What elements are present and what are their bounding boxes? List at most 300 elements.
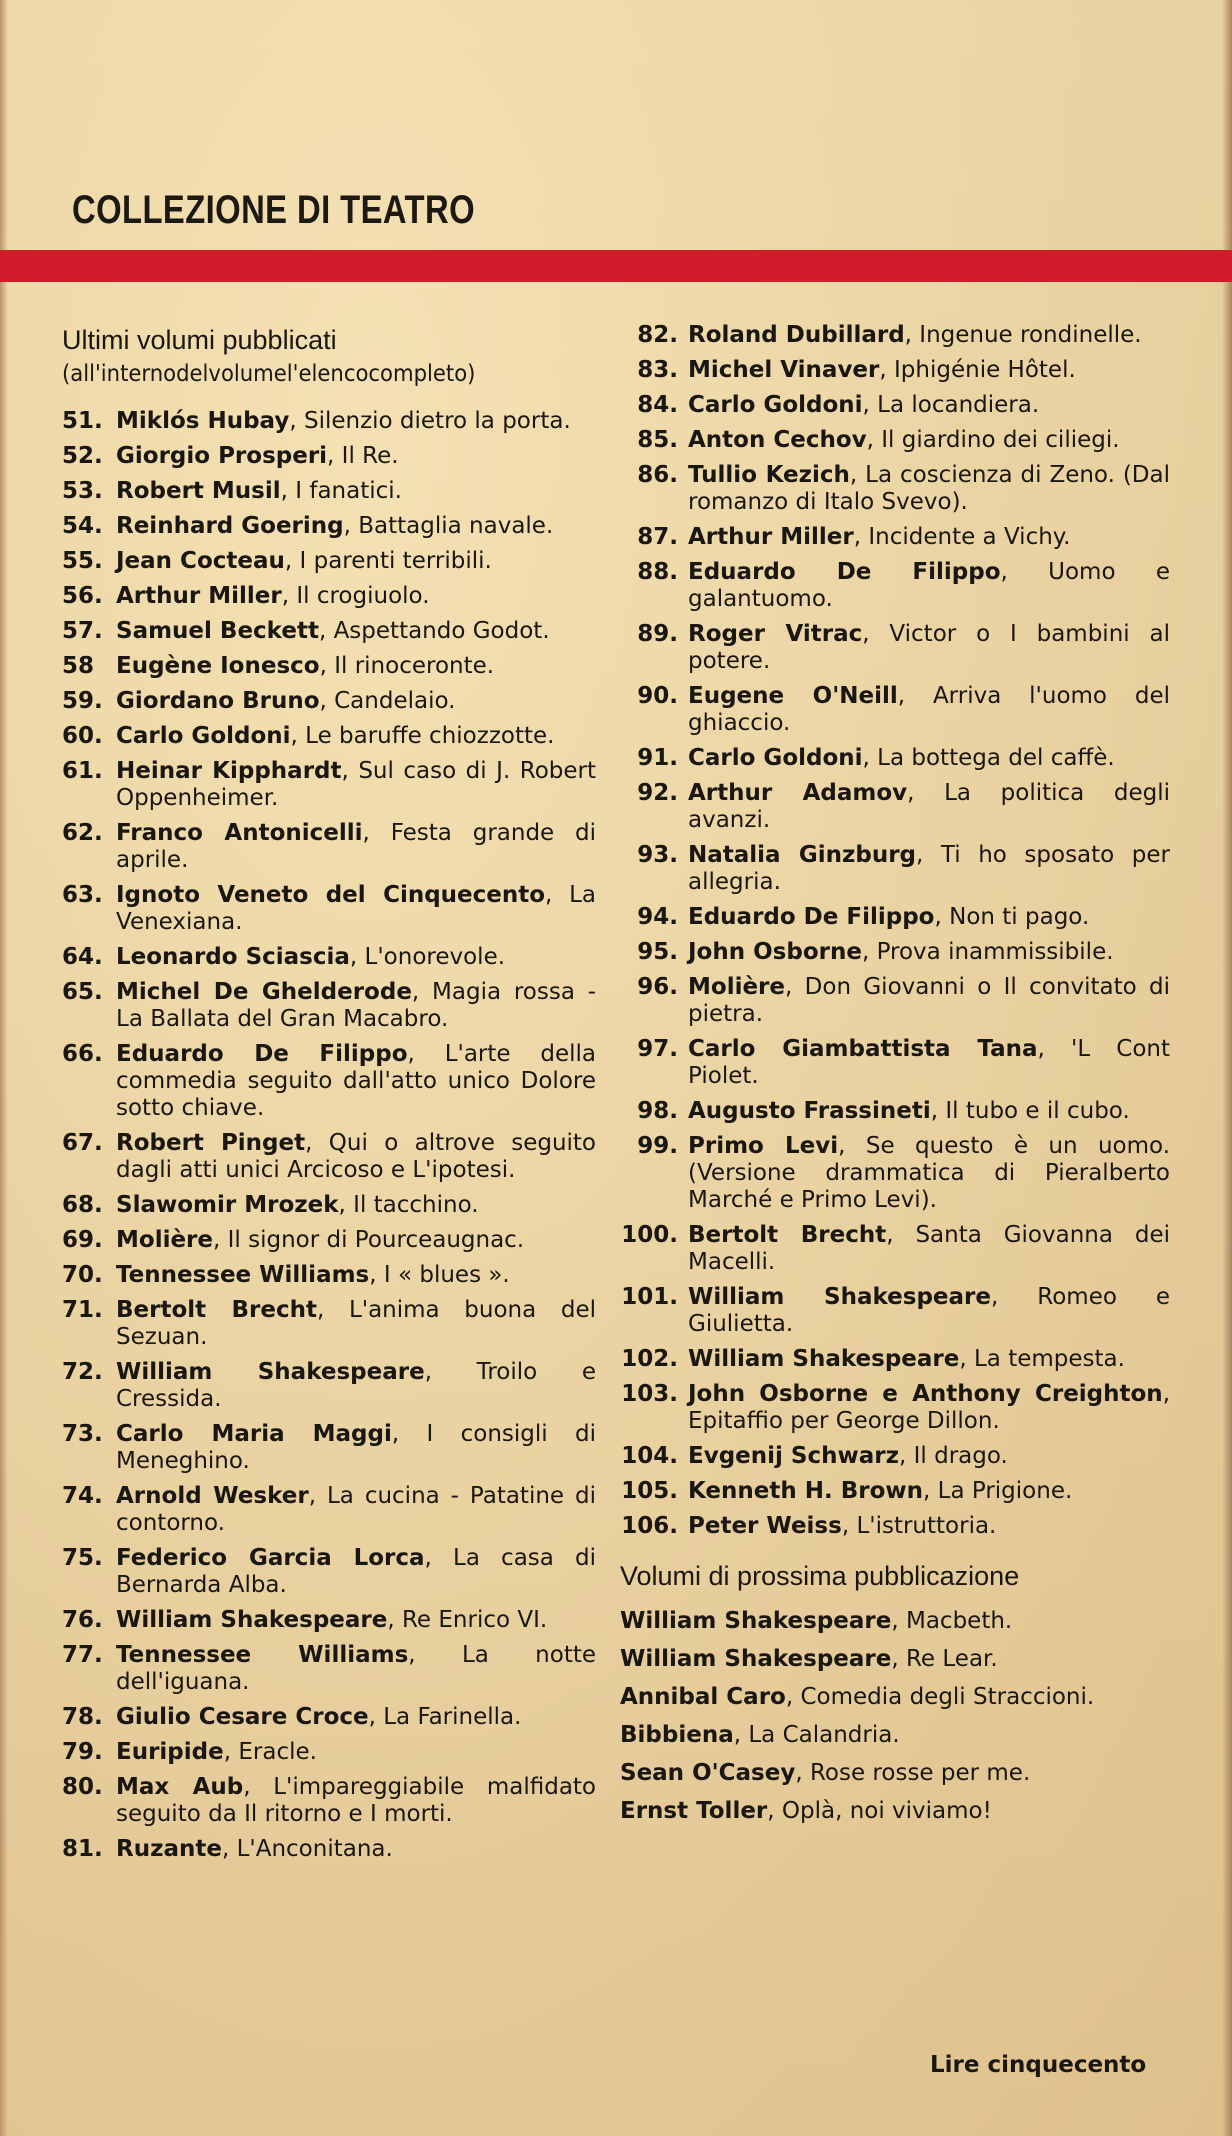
volume-text: Giorgio Prosperi, Il Re. (116, 443, 399, 469)
volume-author: Arthur Adamov (688, 780, 908, 806)
list-item (620, 462, 1170, 516)
volume-text: William Shakespeare, Troilo e Cressida. (116, 1359, 596, 1412)
volume-text: Molière, Don Giovanni o Il convitato di pietra. (688, 974, 1170, 1027)
volume-author: William Shakespeare (620, 1646, 892, 1672)
volume-author: Eduardo De Filippo (688, 559, 1001, 585)
volume-title: La casa di Bernarda Alba. (116, 1545, 597, 1598)
volume-text: Eduardo De Filippo, Uomo e galantuomo. (688, 559, 1170, 612)
volume-title: Candelaio. (334, 688, 456, 714)
volume-text: Tennessee Williams, I « blues ». (116, 1262, 510, 1288)
list-item (62, 1774, 596, 1828)
volume-author: Bibbiena (620, 1722, 734, 1748)
volume-title: L'onorevole. (364, 944, 506, 970)
volume-text: Tennessee Williams, La notte dell'iguana. (116, 1642, 597, 1695)
volume-number: 92. (637, 780, 678, 806)
volume-text: Primo Levi, Se questo è un uomo. (Versione drammatica di Pieralberto Marché e Primo Levi). (688, 1133, 1171, 1213)
volume-author: Michel De Ghelderode (116, 979, 412, 1005)
volume-text: Augusto Frassineti, Il tubo e il cubo. (688, 1098, 1130, 1124)
volume-title: L'impareggiabile malfidato seguito da Il ritorno e I morti. (116, 1774, 597, 1827)
volume-author: Tennessee Williams (116, 1262, 370, 1288)
volume-title: La Calandria. (748, 1722, 900, 1748)
list-item (62, 1297, 596, 1351)
volume-author: Tullio Kezich (688, 462, 850, 488)
volume-text: Peter Weiss, L'istruttoria. (688, 1513, 997, 1539)
list-item (62, 1483, 596, 1537)
list-item (620, 1133, 1170, 1214)
volume-number: 87. (637, 524, 678, 550)
cover-right-edge (1222, 0, 1232, 2136)
volume-text: Max Aub, L'impareggiabile malfidato seguito da Il ritorno e I morti. (116, 1774, 597, 1827)
volume-text: Tullio Kezich, La coscienza di Zeno. (Dal romanzo di Italo Svevo). (688, 462, 1170, 515)
volume-author: Arthur Miller (116, 583, 282, 609)
volume-text: Miklós Hubay, Silenzio dietro la porta. (116, 408, 571, 434)
volume-title: Macbeth. (905, 1608, 1013, 1634)
volume-number: 91. (637, 745, 678, 771)
volume-text: Heinar Kipphardt, Sul caso di J. Robert Oppenheimer. (116, 758, 596, 811)
list-item (620, 683, 1170, 737)
list-item (62, 1545, 596, 1599)
volume-text: Federico Garcia Lorca, La casa di Bernarda Alba. (116, 1545, 597, 1598)
volume-number: 76. (62, 1607, 103, 1633)
volume-title: Ingenue rondinelle. (919, 322, 1142, 348)
volume-title: Il signor di Pourceaugnac. (227, 1227, 525, 1253)
volume-number: 95. (637, 939, 678, 965)
volume-number: 88. (637, 559, 678, 585)
volume-text: Kenneth H. Brown, La Prigione. (688, 1478, 1073, 1504)
volume-title: L'istruttoria. (856, 1513, 997, 1539)
volume-title: La bottega del caffè. (877, 745, 1115, 771)
volume-text: Michel De Ghelderode, Magia rossa - La Ballata del Gran Macabro. (116, 979, 597, 1032)
volume-number: 78. (62, 1704, 103, 1730)
volume-author: William Shakespeare (688, 1284, 991, 1310)
list-item (620, 1478, 1170, 1505)
volume-title: La coscienza di Zeno. (Dal romanzo di Italo Svevo). (688, 462, 1170, 515)
volume-number: 97. (637, 1036, 678, 1062)
volume-number: 65. (62, 979, 103, 1005)
volume-text: Robert Pinget, Qui o altrove seguito dagli atti unici Arcicoso e L'ipotesi. (116, 1130, 597, 1183)
volume-author: William Shakespeare (116, 1359, 425, 1385)
published-heading: Ultimi volumi pubblicati (62, 325, 337, 355)
volume-title: Santa Giovanna dei Macelli. (688, 1222, 1170, 1275)
list-item (620, 524, 1170, 551)
volume-number: 82. (637, 322, 678, 348)
volume-text: Evgenij Schwarz, Il drago. (688, 1443, 1008, 1469)
volume-text: Eduardo De Filippo, L'arte della commedia seguito dall'atto unico Dolore sotto chiave. (116, 1041, 597, 1121)
volume-title: La Venexiana. (116, 882, 596, 935)
volume-number: 59. (62, 688, 103, 714)
list-item (620, 1513, 1170, 1540)
volume-number: 90. (637, 683, 678, 709)
volume-text: Carlo Goldoni, La bottega del caffè. (688, 745, 1115, 771)
volume-author: Max Aub (116, 1774, 244, 1800)
volume-author: John Osborne (688, 939, 862, 965)
list-item (62, 1704, 596, 1731)
forthcoming-list (620, 1608, 1170, 1825)
red-band-divider (0, 250, 1232, 282)
volume-author: Kenneth H. Brown (688, 1478, 924, 1504)
volume-number: 52. (62, 443, 103, 469)
volume-author: Eugène Ionesco (116, 653, 320, 679)
list-item (620, 974, 1170, 1028)
volume-number: 53. (62, 478, 103, 504)
volume-author: Augusto Frassineti (688, 1098, 931, 1124)
volume-number: 81. (62, 1836, 103, 1862)
volume-number: 86. (637, 462, 678, 488)
volume-text: Jean Cocteau, I parenti terribili. (116, 548, 492, 574)
volume-text: Ernst Toller, Oplà, noi viviamo! (620, 1798, 992, 1824)
volume-number: 100. (621, 1222, 678, 1248)
volume-number: 98. (637, 1098, 678, 1124)
volume-author: Roland Dubillard (688, 322, 905, 348)
volume-author: Annibal Caro (620, 1684, 786, 1710)
volume-title: Ti ho sposato per allegria. (688, 842, 1171, 895)
volume-number: 73. (62, 1421, 103, 1447)
volume-title: I fanatici. (295, 478, 402, 504)
volume-author: Eugene O'Neill (688, 683, 898, 709)
list-item (62, 1739, 596, 1766)
volume-author: Carlo Maria Maggi (116, 1421, 392, 1447)
list-item (620, 1760, 1170, 1787)
list-item (620, 1684, 1170, 1711)
list-item (620, 745, 1170, 772)
volume-number: 105. (621, 1478, 678, 1504)
volume-number: 75. (62, 1545, 103, 1571)
volume-title: L'Anconitana. (236, 1836, 393, 1862)
volume-number: 71. (62, 1297, 103, 1323)
volume-title: Arriva l'uomo del ghiaccio. (688, 683, 1170, 736)
volume-text: Roger Vitrac, Victor o I bambini al potere. (688, 621, 1171, 674)
volume-author: Arthur Miller (688, 524, 854, 550)
volume-author: Carlo Giambattista Tana (688, 1036, 1038, 1062)
volume-text: Arthur Miller, Incidente a Vichy. (688, 524, 1071, 550)
list-item (620, 1346, 1170, 1373)
volume-number: 96. (637, 974, 678, 1000)
volume-text: Annibal Caro, Comedia degli Straccioni. (620, 1684, 1095, 1710)
volume-title: La Prigione. (937, 1478, 1073, 1504)
volume-author: Franco Antonicelli (116, 820, 363, 846)
volume-text: Euripide, Eracle. (116, 1739, 317, 1765)
volume-author: William Shakespeare (620, 1608, 892, 1634)
volume-title: Epitaffio per George Dillon. (688, 1408, 1000, 1434)
published-list-left (62, 408, 596, 1863)
volume-author: Anton Cechov (688, 427, 867, 453)
volume-author: Euripide (116, 1739, 224, 1765)
volume-author: Samuel Beckett (116, 618, 319, 644)
volume-text: Bertolt Brecht, Santa Giovanna dei Macelli. (688, 1222, 1170, 1275)
volume-number: 77. (62, 1642, 103, 1668)
volume-title: Sul caso di J. Robert Oppenheimer. (116, 758, 596, 811)
list-item (620, 427, 1170, 454)
list-item (62, 443, 596, 470)
volume-text: Arthur Adamov, La politica degli avanzi. (688, 780, 1171, 833)
published-column-right (620, 322, 1170, 1836)
volume-text: William Shakespeare, Re Enrico VI. (116, 1607, 548, 1633)
volume-number: 69. (62, 1227, 103, 1253)
volume-author: Jean Cocteau (116, 548, 285, 574)
volume-author: Bertolt Brecht (688, 1222, 887, 1248)
volume-author: Carlo Goldoni (688, 392, 863, 418)
volume-number: 54. (62, 513, 103, 539)
volume-text: Giordano Bruno, Candelaio. (116, 688, 456, 714)
volume-title: Battaglia navale. (358, 513, 554, 539)
volume-author: Carlo Goldoni (116, 723, 291, 749)
volume-author: Ruzante (116, 1836, 222, 1862)
volume-author: Evgenij Schwarz (688, 1443, 899, 1469)
volume-title: Il Re. (341, 443, 399, 469)
list-item (62, 1227, 596, 1254)
volume-author: Miklós Hubay (116, 408, 290, 434)
volume-text: William Shakespeare, La tempesta. (688, 1346, 1125, 1372)
list-item (62, 1642, 596, 1696)
volume-author: Giordano Bruno (116, 688, 320, 714)
volume-title: Prova inammissibile. (876, 939, 1114, 965)
volume-title: I « blues ». (383, 1262, 510, 1288)
volume-text: Franco Antonicelli, Festa grande di aprile. (116, 820, 597, 873)
list-item (62, 979, 596, 1033)
list-item (620, 780, 1170, 834)
list-item (62, 548, 596, 575)
list-item (62, 1262, 596, 1289)
volume-title: Silenzio dietro la porta. (303, 408, 571, 434)
volume-title: I parenti terribili. (299, 548, 492, 574)
volume-number: 83. (637, 357, 678, 383)
volume-title: Il rinoceronte. (334, 653, 495, 679)
volume-text: Arnold Wesker, La cucina - Patatine di contorno. (116, 1483, 596, 1536)
volume-number: 66. (62, 1041, 103, 1067)
volume-number: 61. (62, 758, 103, 784)
volume-author: Ignoto Veneto del Cinquecento (116, 882, 546, 908)
list-item (62, 1130, 596, 1184)
volume-title: Aspettando Godot. (333, 618, 550, 644)
volume-author: Molière (116, 1227, 213, 1253)
volume-title: La notte dell'iguana. (116, 1642, 597, 1695)
volume-text: Eugene O'Neill, Arriva l'uomo del ghiaccio. (688, 683, 1170, 736)
volume-text: John Osborne e Anthony Creighton, Epitaffio per George Dillon. (688, 1381, 1170, 1434)
volume-number: 89. (637, 621, 678, 647)
volume-title: Romeo e Giulietta. (688, 1284, 1171, 1337)
volume-text: Ruzante, L'Anconitana. (116, 1836, 393, 1862)
volume-text: Samuel Beckett, Aspettando Godot. (116, 618, 550, 644)
volume-author: Natalia Ginzburg (688, 842, 917, 868)
volume-author: Heinar Kipphardt (116, 758, 342, 784)
volume-author: Reinhard Goering (116, 513, 344, 539)
volume-title: Re Lear. (905, 1646, 998, 1672)
volume-text: Carlo Maria Maggi, I consigli di Meneghino. (116, 1421, 596, 1474)
published-list-right (620, 322, 1170, 1540)
volume-number: 60. (62, 723, 103, 749)
volume-author: Molière (688, 974, 785, 1000)
volume-author: Carlo Goldoni (688, 745, 863, 771)
volume-author: Sean O'Casey (620, 1760, 796, 1786)
volume-number: 64. (62, 944, 103, 970)
cover-left-edge (0, 0, 8, 2136)
volume-author: Giulio Cesare Croce (116, 1704, 369, 1730)
list-item (620, 1284, 1170, 1338)
volume-text: Giulio Cesare Croce, La Farinella. (116, 1704, 522, 1730)
volume-title: Comedia degli Straccioni. (800, 1684, 1095, 1710)
volume-author: William Shakespeare (688, 1346, 960, 1372)
volume-title: La tempesta. (973, 1346, 1125, 1372)
volume-number: 70. (62, 1262, 103, 1288)
collection-title: COLLEZIONE DI TEATRO (72, 188, 476, 232)
volume-number: 72. (62, 1359, 103, 1385)
volume-title: Festa grande di aprile. (116, 820, 597, 873)
volume-title: La cucina - Patatine di contorno. (116, 1483, 596, 1536)
volume-number: 103. (621, 1381, 678, 1407)
volume-author: Giorgio Prosperi (116, 443, 328, 469)
volume-text: Ignoto Veneto del Cinquecento, La Venexiana. (116, 882, 596, 935)
volume-title: Il tubo e il cubo. (945, 1098, 1130, 1124)
volume-text: Sean O'Casey, Rose rosse per me. (620, 1760, 1031, 1786)
volume-text: Eduardo De Filippo, Non ti pago. (688, 904, 1090, 930)
volume-number: 106. (621, 1513, 678, 1539)
list-item (620, 392, 1170, 419)
volume-title: I consigli di Meneghino. (116, 1421, 596, 1474)
volume-number: 84. (637, 392, 678, 418)
volume-title: Il tacchino. (353, 1192, 479, 1218)
list-item (620, 1443, 1170, 1470)
volume-text: Bertolt Brecht, L'anima buona del Sezuan. (116, 1297, 596, 1350)
volume-number: 93. (637, 842, 678, 868)
volume-author: Peter Weiss (688, 1513, 842, 1539)
list-item (62, 1192, 596, 1219)
list-item (62, 618, 596, 645)
volume-number: 102. (621, 1346, 678, 1372)
volume-author: Michel Vinaver (688, 357, 880, 383)
volume-text: William Shakespeare, Romeo e Giulietta. (688, 1284, 1171, 1337)
list-item (62, 1359, 596, 1413)
volume-text: Robert Musil, I fanatici. (116, 478, 402, 504)
forthcoming-section (620, 1558, 1170, 1825)
volume-title: Il giardino dei ciliegi. (881, 427, 1120, 453)
volume-author: Slawomir Mrozek (116, 1192, 339, 1218)
list-item (620, 1608, 1170, 1635)
volume-title: Eracle. (238, 1739, 317, 1765)
volume-author: Primo Levi (688, 1133, 839, 1159)
volume-author: Eduardo De Filippo (116, 1041, 408, 1067)
volume-text: Molière, Il signor di Pourceaugnac. (116, 1227, 525, 1253)
volume-number: 63. (62, 882, 103, 908)
list-item (62, 513, 596, 540)
volume-number: 51. (62, 408, 103, 434)
volume-text: Eugène Ionesco, Il rinoceronte. (116, 653, 495, 679)
list-item (620, 1722, 1170, 1749)
list-item (620, 939, 1170, 966)
volume-text: Arthur Miller, Il crogiuolo. (116, 583, 430, 609)
list-item (62, 758, 596, 812)
list-item (620, 621, 1170, 675)
volume-number: 58 (62, 653, 95, 679)
volume-title: La Farinella. (383, 1704, 522, 1730)
list-item (62, 944, 596, 971)
volume-title: Il drago. (913, 1443, 1008, 1469)
volume-number: 80. (62, 1774, 103, 1800)
list-item (620, 357, 1170, 384)
volume-author: Ernst Toller (620, 1798, 768, 1824)
list-item (62, 882, 596, 936)
list-item (62, 820, 596, 874)
volume-number: 68. (62, 1192, 103, 1218)
list-item (620, 842, 1170, 896)
list-item (62, 688, 596, 715)
volume-number: 85. (637, 427, 678, 453)
list-item (620, 1098, 1170, 1125)
volume-title: Magia rossa - La Ballata del Gran Macabro. (116, 979, 597, 1032)
volume-author: Tennessee Williams (116, 1642, 409, 1668)
list-item (620, 904, 1170, 931)
list-item (62, 478, 596, 505)
list-item (620, 1646, 1170, 1673)
volume-number: 101. (621, 1284, 678, 1310)
volume-number: 57. (62, 618, 103, 644)
published-column-left (62, 322, 596, 1871)
volume-number: 99. (637, 1133, 678, 1159)
volume-number: 55. (62, 548, 103, 574)
volume-author: Arnold Wesker (116, 1483, 309, 1509)
volume-author: Roger Vitrac (688, 621, 863, 647)
list-item (620, 1798, 1170, 1825)
volume-title: Le baruffe chiozzotte. (305, 723, 555, 749)
list-item (62, 653, 596, 680)
volume-title: Iphigénie Hôtel. (894, 357, 1076, 383)
volume-title: Don Giovanni o Il convitato di pietra. (688, 974, 1170, 1027)
volume-title: L'arte della commedia seguito dall'atto unico Dolore sotto chiave. (116, 1041, 597, 1121)
published-note: (all'internodelvolumel'elencocompleto) (62, 361, 476, 387)
volume-title: La locandiera. (877, 392, 1040, 418)
list-item (620, 1036, 1170, 1090)
volume-title: Victor o I bambini al potere. (688, 621, 1171, 674)
forthcoming-heading: Volumi di prossima pubblicazione (620, 1561, 1020, 1591)
volume-number: 104. (621, 1443, 678, 1469)
volume-author: John Osborne e Anthony Creighton (688, 1381, 1163, 1407)
list-item (62, 583, 596, 610)
volume-title: La politica degli avanzi. (688, 780, 1171, 833)
list-item (620, 1381, 1170, 1435)
list-item (62, 1836, 596, 1863)
volume-text: Roland Dubillard, Ingenue rondinelle. (688, 322, 1142, 348)
volume-text: Carlo Goldoni, Le baruffe chiozzotte. (116, 723, 555, 749)
list-item (62, 408, 596, 435)
volume-text: William Shakespeare, Macbeth. (620, 1608, 1013, 1634)
volume-text: Michel Vinaver, Iphigénie Hôtel. (688, 357, 1076, 383)
volume-title: Re Enrico VI. (401, 1607, 548, 1633)
list-item (62, 1041, 596, 1122)
list-item (620, 322, 1170, 349)
volume-title: Il crogiuolo. (296, 583, 430, 609)
list-item (62, 723, 596, 750)
list-item (620, 1222, 1170, 1276)
volume-number: 67. (62, 1130, 103, 1156)
volume-text: Reinhard Goering, Battaglia navale. (116, 513, 554, 539)
volume-number: 62. (62, 820, 103, 846)
list-item (62, 1607, 596, 1634)
volume-title: 'L Cont Piolet. (688, 1036, 1170, 1089)
list-item (62, 1421, 596, 1475)
volume-title: Rose rosse per me. (809, 1760, 1031, 1786)
volume-author: Leonardo Sciascia (116, 944, 350, 970)
volume-title: Se questo è un uomo. (Versione drammatica di Pieralberto Marché e Primo Levi). (688, 1133, 1171, 1213)
list-item (620, 559, 1170, 613)
volume-title: L'anima buona del Sezuan. (116, 1297, 596, 1350)
volume-text: Slawomir Mrozek, Il tacchino. (116, 1192, 479, 1218)
volume-title: Non ti pago. (949, 904, 1090, 930)
volume-text: Carlo Goldoni, La locandiera. (688, 392, 1040, 418)
volume-number: 56. (62, 583, 103, 609)
volume-author: Robert Musil (116, 478, 281, 504)
volume-text: William Shakespeare, Re Lear. (620, 1646, 998, 1672)
volume-text: Carlo Giambattista Tana, 'L Cont Piolet. (688, 1036, 1170, 1089)
volume-title: Qui o altrove seguito dagli atti unici Arcicoso e L'ipotesi. (116, 1130, 597, 1183)
